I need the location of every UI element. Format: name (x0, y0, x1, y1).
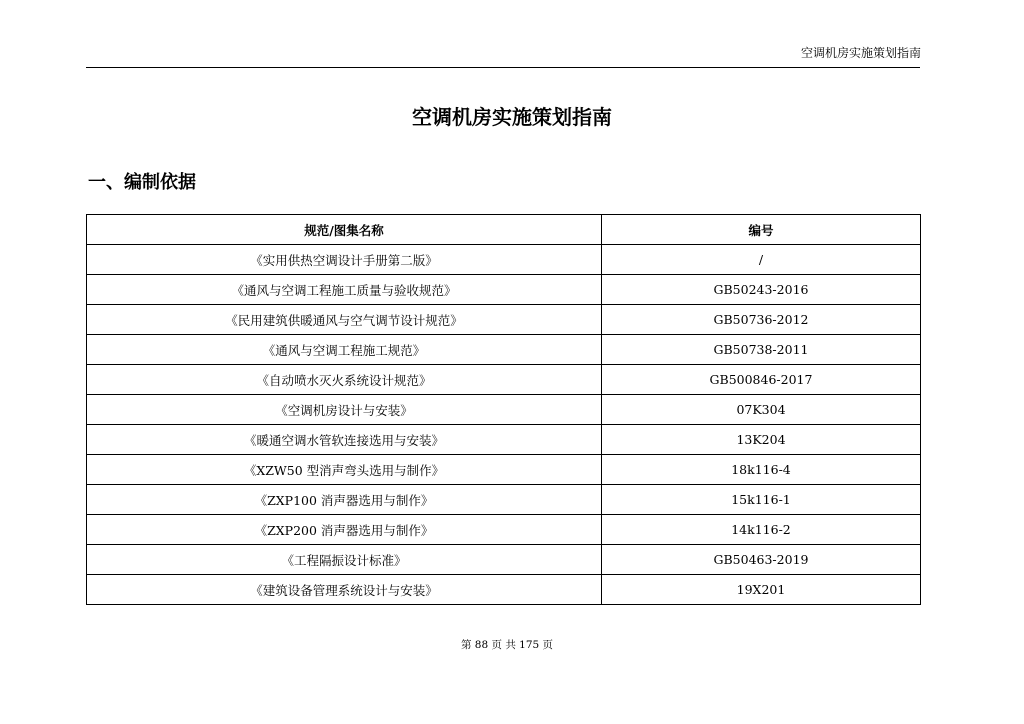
standard-code-cell: GB50463-2019 (602, 545, 921, 575)
standard-name-cell: 《通风与空调工程施工规范》 (87, 335, 602, 365)
standard-name-cell: 《ZXP200 消声器选用与制作》 (87, 515, 602, 545)
table-row (87, 335, 921, 365)
section-heading: 一、编制依据 (88, 172, 196, 193)
standard-name-cell: 《ZXP100 消声器选用与制作》 (87, 485, 602, 515)
table-header-row (87, 215, 921, 245)
table-row (87, 305, 921, 335)
table-row (87, 545, 921, 575)
table-row (87, 575, 921, 605)
standard-name-cell: 《实用供热空调设计手册第二版》 (87, 245, 602, 275)
standard-name-cell: 《工程隔振设计标准》 (87, 545, 602, 575)
page-number: 第 88 页 共 175 页 (460, 639, 554, 651)
standard-name-cell: 《通风与空调工程施工质量与验收规范》 (87, 275, 602, 305)
table-row (87, 245, 921, 275)
standard-code-cell: 13K204 (602, 425, 921, 455)
table-row (87, 455, 921, 485)
standard-code-cell: GB500846-2017 (602, 365, 921, 395)
table-row (87, 275, 921, 305)
standard-code-cell: GB50736-2012 (602, 305, 921, 335)
standard-name-cell: 《自动喷水灭火系统设计规范》 (87, 365, 602, 395)
table-row (87, 395, 921, 425)
table-row (87, 515, 921, 545)
column-header-name: 规范/图集名称 (87, 215, 602, 245)
header-divider (86, 67, 920, 68)
standard-code-cell: 15k116-1 (602, 485, 921, 515)
standard-code-cell: GB50243-2016 (602, 275, 921, 305)
column-header-code: 编号 (602, 215, 921, 245)
standards-table (86, 214, 921, 605)
standard-code-cell: 07K304 (602, 395, 921, 425)
standard-name-cell: 《建筑设备管理系统设计与安装》 (87, 575, 602, 605)
table-row (87, 425, 921, 455)
standard-name-cell: 《空调机房设计与安装》 (87, 395, 602, 425)
table-row (87, 485, 921, 515)
standard-code-cell: 14k116-2 (602, 515, 921, 545)
running-header: 空调机房实施策划指南 (800, 46, 921, 60)
standard-code-cell: GB50738-2011 (602, 335, 921, 365)
table-row (87, 365, 921, 395)
standard-code-cell: / (602, 245, 921, 275)
page-title: 空调机房实施策划指南 (412, 105, 612, 129)
standard-code-cell: 18k116-4 (602, 455, 921, 485)
standard-name-cell: 《民用建筑供暖通风与空气调节设计规范》 (87, 305, 602, 335)
standard-name-cell: 《暖通空调水管软连接选用与安装》 (87, 425, 602, 455)
standard-code-cell: 19X201 (602, 575, 921, 605)
standard-name-cell: 《XZW50 型消声弯头选用与制作》 (87, 455, 602, 485)
